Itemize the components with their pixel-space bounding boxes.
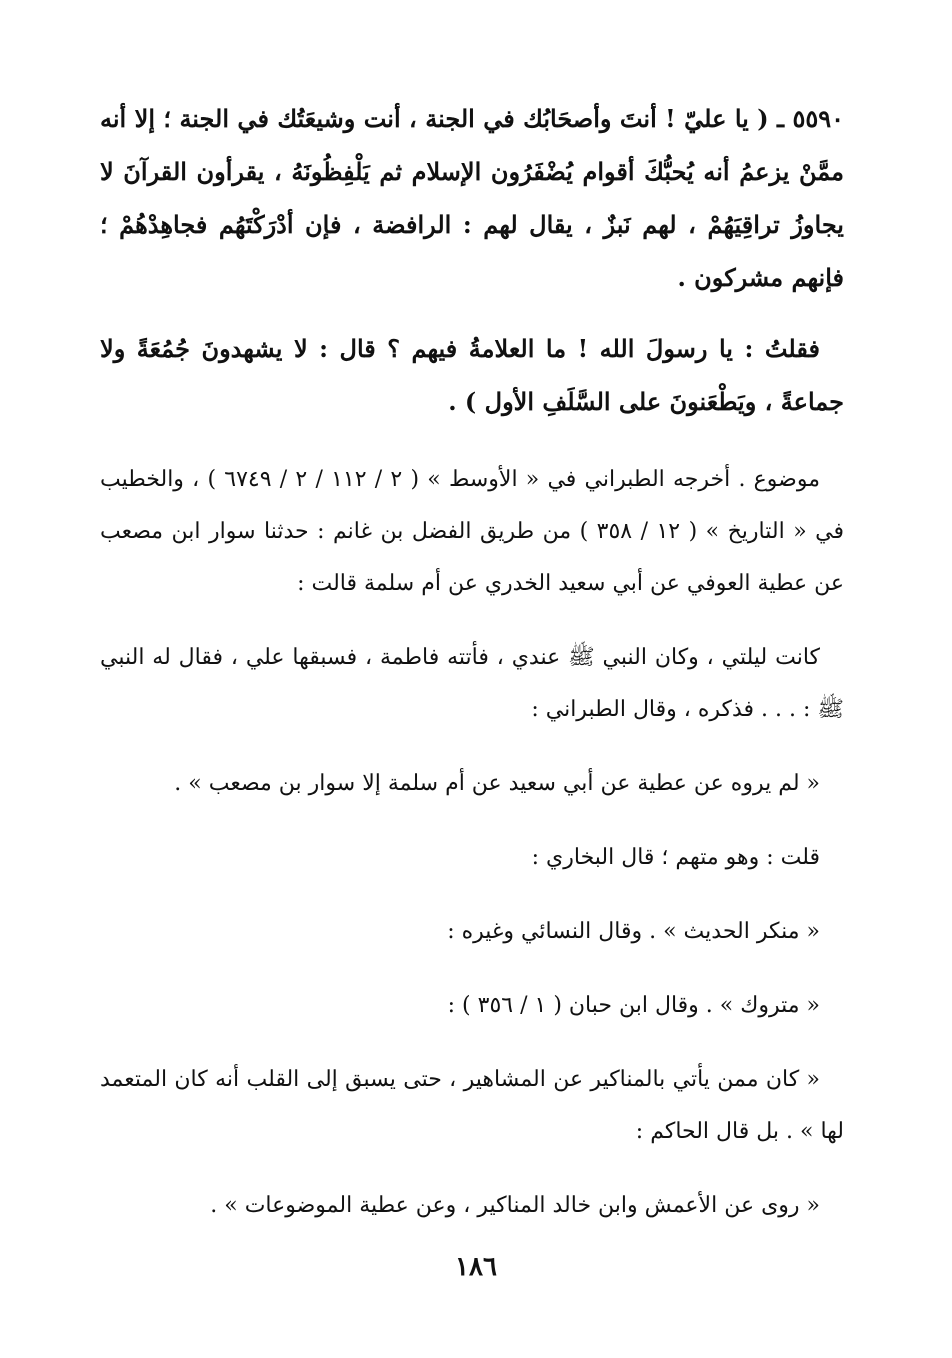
matruk-paragraph: « متروك » . وقال ابن حبان ( ١ / ٣٥٦ ) :: [447, 993, 820, 1018]
takhrij-paragraph: موضوع . أخرجه الطبراني في « الأوسط » ( ٢ / ١١٢ / ٢ / ٦٧٤٩ ) ، والخطيب في « التاريخ » ( ١٢ / ٣٥٨ ) من طريق الفضل بن غانم : حدثنا سوار ابن مصعب عن عطية العوفي عن أبي سعيد الخدري عن أم سلمة قالت :: [100, 467, 844, 596]
bukhari-paragraph: قلت : وهو متهم ؛ قال البخاري :: [531, 845, 820, 870]
hadith-text: ٥٥٩٠ ـ ( يا عليّ ! أنتَ وأصحَابُك في الجنة ، أنت وشيعَتُك في الجنة ؛ إلا أنه ممَّنْ يزعمُ أنه يُحبُّكَ أقوام يُضْفَرُون الإسلام ثم يَلْفِظُونَهُ ، يقرأون القرآنَ لا يجاوزُ تراقِيَهُمْ ، لهم نَبزٌ ، يقال لهم : الرافضة ، فإن أدْرَكْتَهُم فجاهِدْهُمْ ؛ فإنهم مشركون .: [100, 104, 845, 292]
hakim-quote: « روى عن الأعمش وابن خالد المناكير ، وعن عطية الموضوعات » .: [210, 1193, 820, 1218]
hadith-question-text: فقلتُ : يا رسولَ الله ! ما العلامةُ فيهم ؟ قال : لا يشهدونَ جُمُعَةً ولا جماعةً ، ويَطْعَنونَ على السَّلَفِ الأول ) .: [100, 334, 844, 416]
ibn-hibban-quote: « كان ممن يأتي بالمناكير عن المشاهير ، حتى يسبق إلى القلب أنه كان المتعمد لها » . بل قال الحاكم :: [100, 1067, 844, 1144]
page-body: [100, 92, 844, 1232]
narration-paragraph: كانت ليلتي ، وكان النبي ﷺ عندي ، فأتته فاطمة ، فسبقها علي ، فقال له النبي ﷺ : . . . فذكره ، وقال الطبراني :: [100, 645, 844, 722]
page-number: ١٨٦: [455, 1252, 497, 1282]
munkar-paragraph: « منكر الحديث » . وقال النسائي وغيره :: [447, 919, 820, 944]
tabarani-quote: « لم يروه عن عطية عن أبي سعيد عن أم سلمة إلا سوار بن مصعب » .: [174, 771, 820, 796]
